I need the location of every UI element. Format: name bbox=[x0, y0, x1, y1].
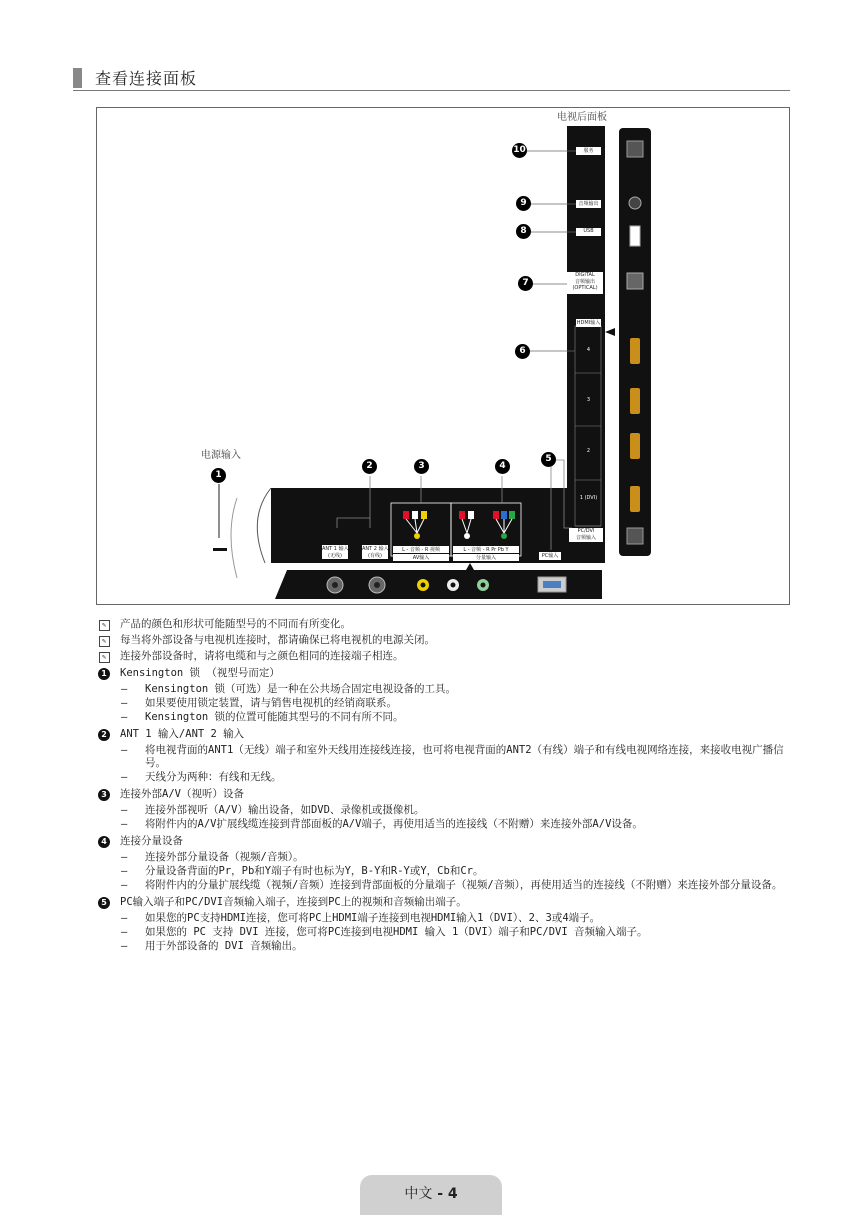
ant1-line2: (无线) bbox=[328, 553, 342, 559]
footer-language: 中文 bbox=[404, 1186, 433, 1202]
sub-text: Kensington 锁的位置可能随其型号的不同有所不同。 bbox=[145, 711, 404, 723]
item-title: Kensington 锁 （视型号而定） bbox=[120, 667, 280, 679]
digital-optical-box bbox=[567, 272, 603, 294]
sub-item: – 天线分为两种：有线和无线。 bbox=[121, 771, 282, 783]
pc-dvi-line1: PC/DVI bbox=[577, 528, 595, 534]
pc-dvi-box bbox=[569, 528, 603, 542]
number-badge: 4 bbox=[98, 836, 110, 848]
note-text: 产品的颜色和形状可能随型号的不同而有所变化。 bbox=[120, 618, 351, 630]
note-text: 连接外部设备时，请将电缆和与之颜色相同的连接端子相连。 bbox=[120, 650, 404, 662]
ant1-box bbox=[322, 545, 348, 559]
sub-item: – 将附件内的A/V扩展线缆连接到背部面板的A/V端子，再使用适当的连接线（不附赠）来连接外部A/V设备。 bbox=[121, 818, 643, 830]
number-badge: 1 bbox=[98, 668, 110, 680]
item-title: 连接分量设备 bbox=[120, 835, 183, 847]
sub-text: 如果您的 PC 支持 DVI 连接，您可将PC连接到电视HDMI 输入 1（DVI）端子和PC/DVI 音频输入端子。 bbox=[145, 926, 648, 938]
list-item-3 bbox=[97, 788, 797, 801]
sub-text: 将附件内的分量扩展线缆（视频/音频）连接到背部面板的分量端子（视频/音频），再使用适当的连接线（不附赠）来连接外部分量设备。 bbox=[145, 879, 783, 891]
usb-label: USB bbox=[576, 228, 601, 236]
connection-panel-diagram bbox=[96, 107, 790, 605]
sub-item: – 如果要使用锁定装置，请与销售电视机的经销商联系。 bbox=[121, 697, 397, 709]
power-input-label: 电源输入 bbox=[201, 450, 241, 461]
digital-optical-line2: 音频输出 bbox=[574, 279, 595, 285]
callout-9: 9 bbox=[516, 196, 531, 211]
ant2-box bbox=[362, 545, 388, 559]
sub-item: – 如果您的 PC 支持 DVI 连接，您可将PC连接到电视HDMI 输入 1（DVI）端子和PC/DVI 音频输入端子。 bbox=[121, 926, 648, 938]
av-row-label: L - 音频 - R 视频 bbox=[393, 546, 449, 553]
item-title: PC输入端子和PC/DVI音频输入端子，连接到PC上的视频和音频输出端子。 bbox=[120, 896, 467, 908]
note-item bbox=[97, 634, 797, 647]
title-rule bbox=[73, 90, 790, 91]
page-title: 查看连接面板 bbox=[95, 69, 198, 88]
list-item-1 bbox=[97, 667, 797, 680]
number-badge: 2 bbox=[98, 729, 110, 741]
list-item-2 bbox=[97, 728, 797, 741]
callout-5: 5 bbox=[541, 452, 556, 467]
hdmi-3-label: 3 bbox=[586, 397, 591, 403]
note-text: 每当将外部设备与电视机连接时，都请确保已将电视机的电源关闭。 bbox=[120, 634, 435, 646]
footer-separator: - bbox=[432, 1186, 448, 1202]
page-footer bbox=[360, 1175, 502, 1215]
side-panel-body bbox=[567, 126, 605, 541]
notes-section bbox=[97, 618, 797, 954]
sub-text: 将电视背面的ANT1（无线）端子和室外天线用连接线连接，也可将电视背面的ANT2（有线）端子和有线电视网络连接，来接收电视广播信号。 bbox=[145, 744, 784, 769]
sub-text: 如果您的PC支持HDMI连接，您可将PC上HDMI端子连接到电视HDMI输入1（DVI）、2、3或4端子。 bbox=[145, 912, 601, 924]
hdmi-4-label: 4 bbox=[586, 347, 591, 353]
item-title: 连接外部A/V（视听）设备 bbox=[120, 788, 244, 800]
sub-item: – Kensington 锁（可选）是一种在公共场合固定电视设备的工具。 bbox=[121, 683, 457, 695]
list-item-4 bbox=[97, 835, 797, 848]
ant2-line2: (有线) bbox=[368, 553, 382, 559]
number-badge: 3 bbox=[98, 789, 110, 801]
callout-3: 3 bbox=[414, 459, 429, 474]
sub-item: – 用于外部设备的 DVI 音频输出。 bbox=[121, 940, 303, 952]
callout-1: 1 bbox=[211, 468, 226, 483]
digital-optical-line1: DIGITAL bbox=[575, 272, 595, 278]
item-title: ANT 1 输入/ANT 2 输入 bbox=[120, 728, 245, 740]
callout-8: 8 bbox=[516, 224, 531, 239]
component-row-label: L - 音频 - R Pr Pb Y bbox=[453, 546, 519, 553]
sub-text: 连接外部分量设备（视频/音频）。 bbox=[145, 851, 304, 863]
sub-item: – 连接外部分量设备（视频/音频）。 bbox=[121, 851, 304, 863]
sub-text: 如果要使用锁定装置，请与销售电视机的经销商联系。 bbox=[145, 697, 397, 709]
audio-out-label: 音频输出 bbox=[576, 200, 601, 208]
callout-4: 4 bbox=[495, 459, 510, 474]
ant1-line1: ANT 1 输入 bbox=[322, 546, 349, 552]
sub-item: – 如果您的PC支持HDMI连接，您可将PC上HDMI端子连接到电视HDMI输入1（DVI）、2、3或4端子。 bbox=[121, 912, 601, 924]
sub-item: – 将附件内的分量扩展线缆（视频/音频）连接到背部面板的分量端子（视频/音频），再使用适当的连接线（不附赠）来连接外部分量设备。 bbox=[121, 879, 783, 891]
hdmi-1-label: 1 (DVI) bbox=[579, 495, 598, 501]
callout-6: 6 bbox=[515, 344, 530, 359]
sub-item: – 连接外部视听（A/V）输出设备，如DVD、录像机或摄像机。 bbox=[121, 804, 425, 816]
sub-text: 连接外部视听（A/V）输出设备，如DVD、录像机或摄像机。 bbox=[145, 804, 425, 816]
sub-item: – Kensington 锁的位置可能随其型号的不同有所不同。 bbox=[121, 711, 404, 723]
pc-dvi-line2: 音频输入 bbox=[575, 535, 596, 541]
note-item bbox=[97, 650, 797, 663]
hdmi-in-label: HDMI输入 bbox=[576, 320, 601, 326]
ant2-line1: ANT 2 输入 bbox=[362, 546, 389, 552]
callout-10: 10 bbox=[512, 143, 527, 158]
service-label: 服务 bbox=[576, 147, 601, 155]
diagram-graphics bbox=[97, 108, 789, 604]
page-number: 4 bbox=[447, 1186, 458, 1202]
note-icon: ✎ bbox=[99, 636, 110, 647]
component-in-label: 分量输入 bbox=[453, 554, 519, 561]
sub-text: 天线分为两种：有线和无线。 bbox=[145, 771, 282, 783]
sub-item: – 分量设备背面的Pr，Pb和Y端子有时也标为Y，B-Y和R-Y或Y，Cb和Cr。 bbox=[121, 865, 484, 877]
sub-text: 将附件内的A/V扩展线缆连接到背部面板的A/V端子，再使用适当的连接线（不附赠）来连接外部A/V设备。 bbox=[145, 818, 643, 830]
note-item bbox=[97, 618, 797, 631]
list-item-5 bbox=[97, 896, 797, 909]
note-icon: ✎ bbox=[99, 652, 110, 663]
sub-item: – 将电视背面的ANT1（无线）端子和室外天线用连接线连接，也可将电视背面的ANT2（有线）端子和有线电视网络连接，来接收电视广播信号。 bbox=[121, 744, 797, 770]
sub-text: 分量设备背面的Pr，Pb和Y端子有时也标为Y，B-Y和R-Y或Y，Cb和Cr。 bbox=[145, 865, 484, 877]
section-marker bbox=[73, 68, 82, 88]
note-icon: ✎ bbox=[99, 620, 110, 631]
callout-2: 2 bbox=[362, 459, 377, 474]
number-badge: 5 bbox=[98, 897, 110, 909]
digital-optical-line3: (OPTICAL) bbox=[572, 285, 598, 291]
rear-panel-label: 电视后面板 bbox=[557, 112, 607, 123]
av-in-label: AV输入 bbox=[393, 554, 449, 561]
pc-in-label: PC输入 bbox=[539, 552, 561, 560]
callout-7: 7 bbox=[518, 276, 533, 291]
hdmi-2-label: 2 bbox=[586, 448, 591, 454]
sub-text: 用于外部设备的 DVI 音频输出。 bbox=[145, 940, 303, 952]
sub-text: Kensington 锁（可选）是一种在公共场合固定电视设备的工具。 bbox=[145, 683, 457, 695]
